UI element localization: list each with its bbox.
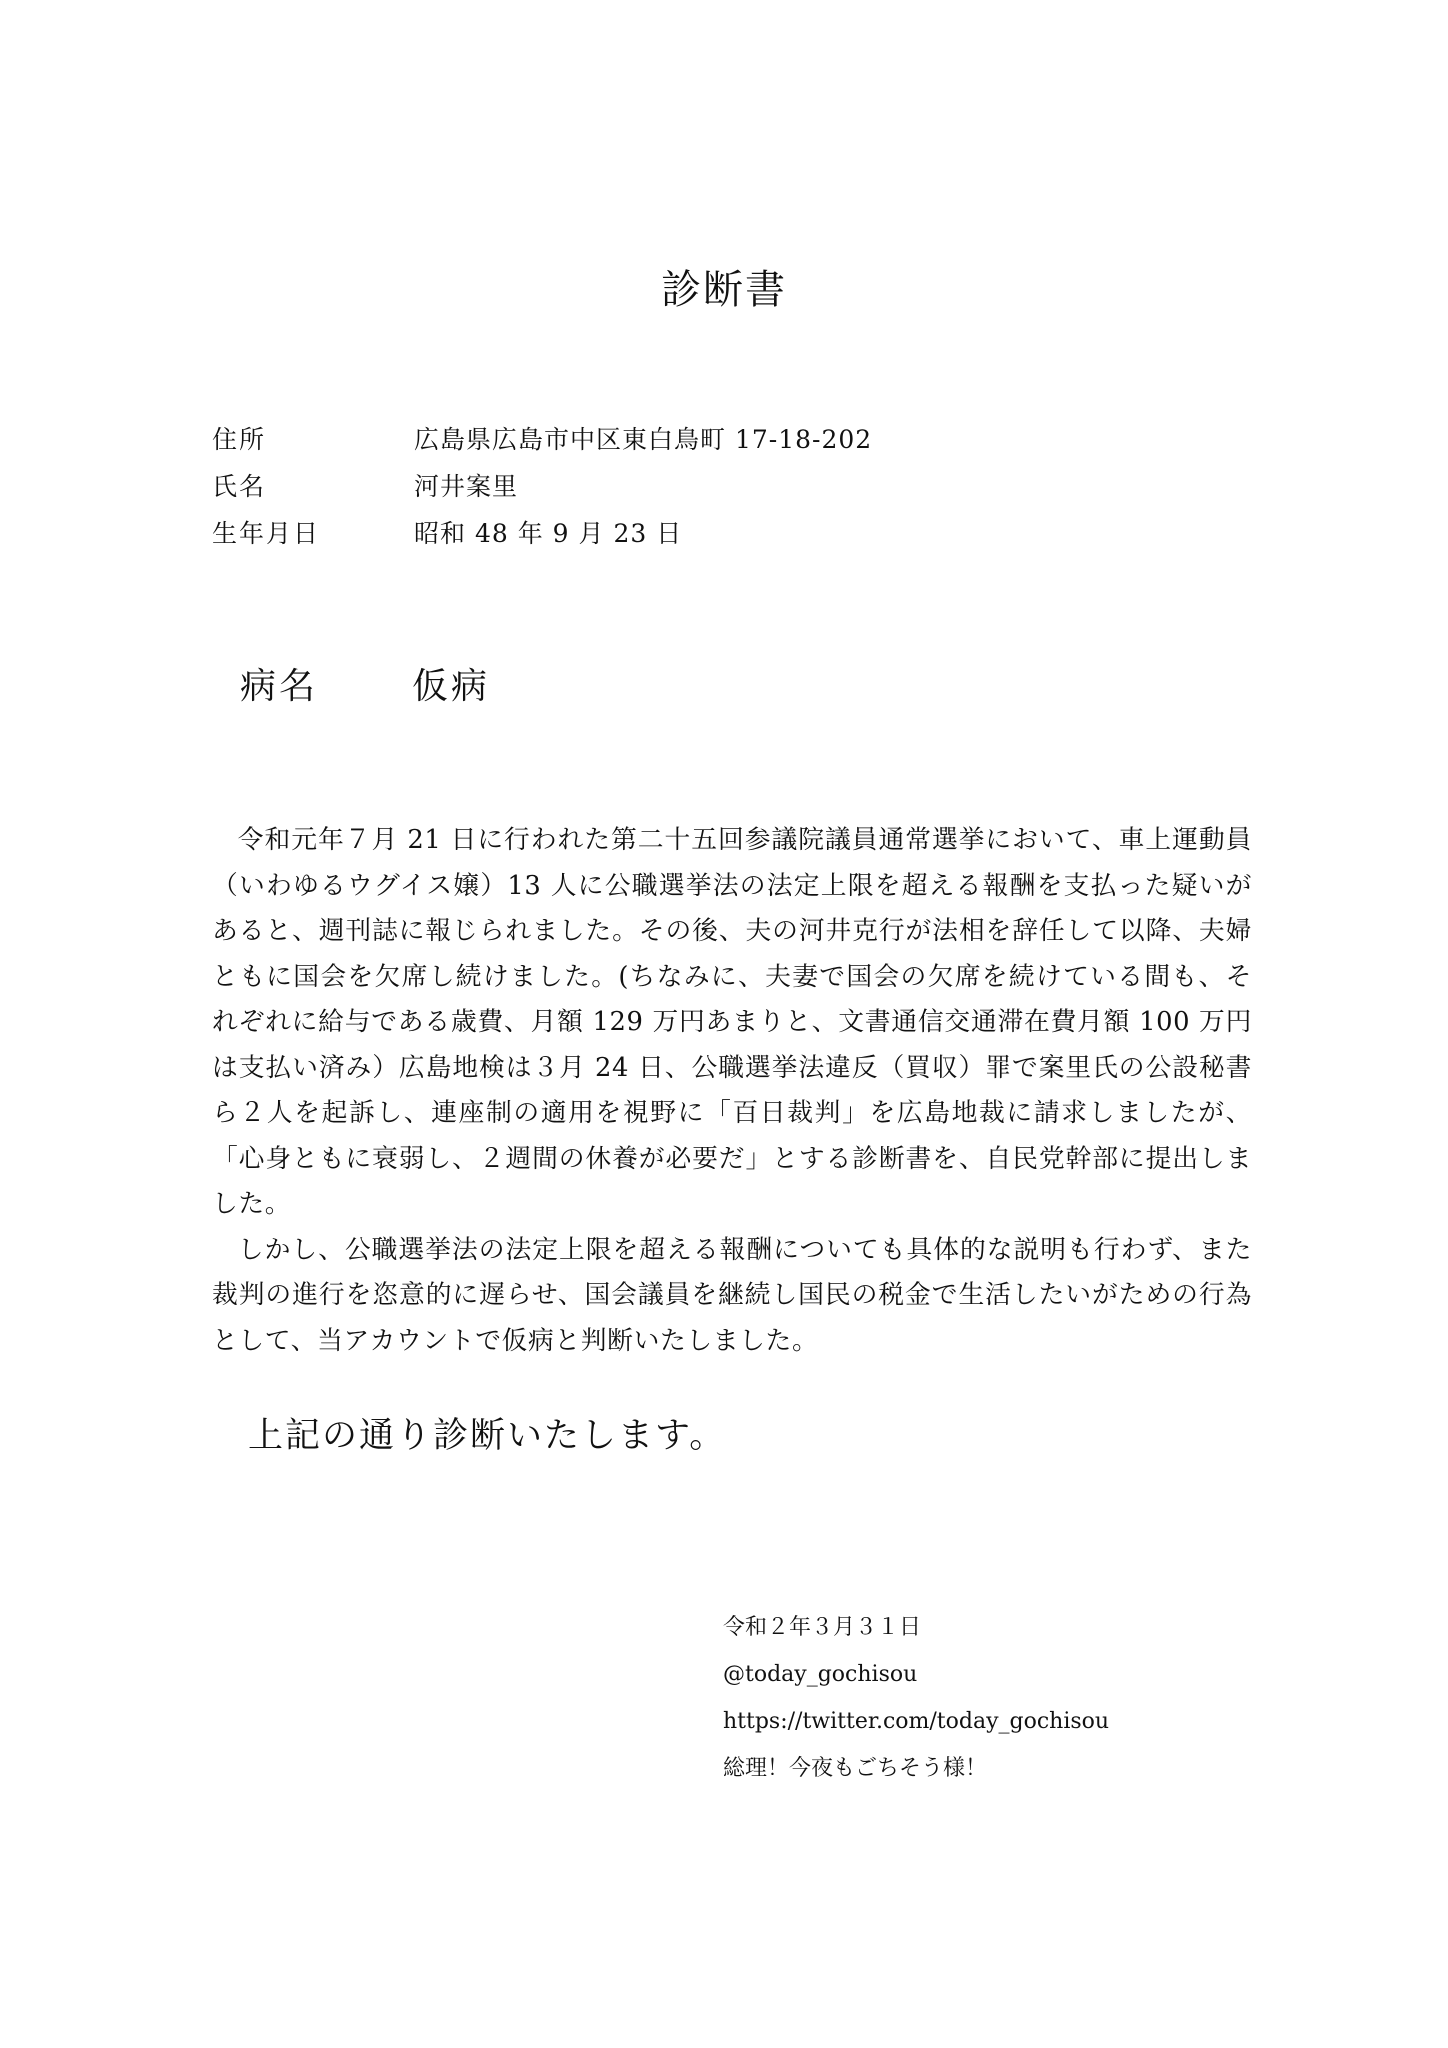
twitter-url: https://twitter.com/today_gochisou [723, 1709, 1110, 1734]
diagnosis-value: 仮病 [412, 666, 491, 707]
diagnosis-section [240, 658, 490, 709]
conclusion-statement: 上記の通り診断いたします。 [248, 1416, 727, 1456]
birthdate-label: 生年月日 [212, 519, 321, 548]
patient-info [212, 416, 872, 557]
birthdate-value: 昭和 48 年 9 月 23 日 [414, 519, 683, 548]
birthdate-row [212, 510, 872, 557]
name-value: 河井案里 [414, 472, 519, 501]
body-paragraph-1: 令和元年７月 21 日に行われた第二十五回参議院議員通常選挙において、車上運動員（いわゆるウグイス嬢）13 人に公職選挙法の法定上限を超える報酬を支払った疑いがあると、週刊誌に報じられました。その後、夫の河井克行が法相を辞任して以降、夫婦ともに国会を欠席し続けました。(ちなみに、夫妻で国会の欠席を続けている間も、それぞれに給与である歳費、月額 129 万円あまりと、文書通信交通滞在費月額 100 万円は支払い済み）広島地検は３月 24 日、公職選挙法違反（買収）罪で案里氏の公設秘書ら２人を起訴し、連座制の適用を視野に「百日裁判」を広島地裁に請求しましたが、「心身ともに衰弱し、２週間の休養が必要だ」とする診断書を、自民党幹部に提出しました。 [212, 825, 1252, 1219]
issue-date: 令和２年３月３１日 [723, 1615, 922, 1640]
address-row [212, 416, 872, 463]
document-title: 診断書 [661, 267, 787, 313]
name-label: 氏名 [212, 472, 267, 501]
address-label: 住所 [212, 425, 267, 454]
address-value: 広島県広島市中区東白鳥町 17-18-202 [414, 425, 873, 454]
twitter-handle: @today_gochisou [723, 1662, 918, 1687]
body-text [212, 818, 1252, 1364]
signature-block [723, 1604, 1109, 1792]
name-row [212, 463, 872, 510]
closing-remark: 総理！今夜もごちそう様！ [723, 1756, 988, 1781]
body-paragraph-2: しかし、公職選挙法の法定上限を超える報酬についても具体的な説明も行わず、また裁判の進行を恣意的に遅らせ、国会議員を継続し国民の税金で生活したいがための行為として、当アカウントで仮病と判断いたしました。 [212, 1234, 1252, 1356]
diagnosis-label: 病名 [240, 666, 319, 707]
